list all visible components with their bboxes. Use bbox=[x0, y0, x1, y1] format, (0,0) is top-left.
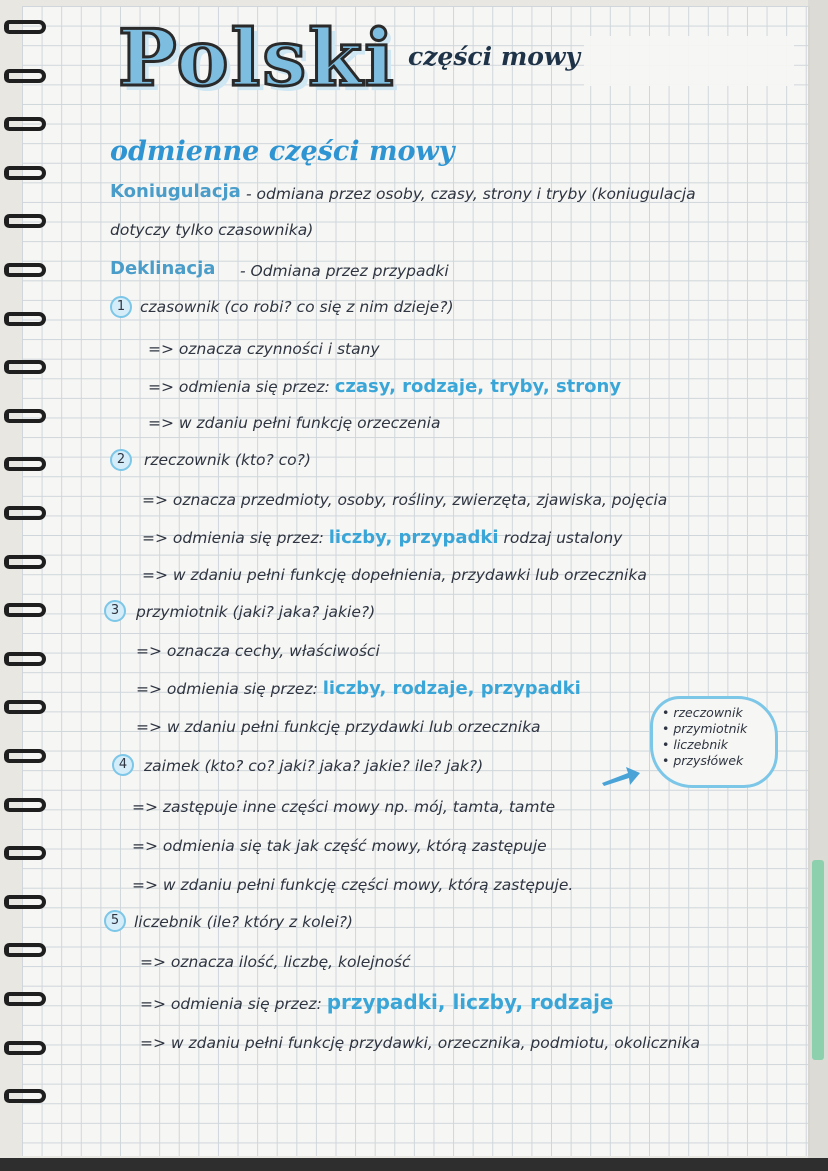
definition-text: - odmiana przez osoby, czasy, strony i tryby (koniugulacja bbox=[246, 185, 696, 203]
binding-ring bbox=[4, 943, 46, 957]
page-subtitle: części mowy bbox=[408, 42, 580, 71]
page-tab-marker bbox=[812, 860, 824, 1060]
item-heading: czasownik (co robi? co się z nim dzieje?) bbox=[140, 298, 454, 316]
page-title: Polski bbox=[118, 13, 396, 104]
binding-ring bbox=[4, 214, 46, 228]
binding-ring bbox=[4, 1041, 46, 1055]
binding-ring bbox=[4, 603, 46, 617]
definition-text: dotyczy tylko czasownika) bbox=[110, 221, 314, 239]
highlight-text: czasy, rodzaje, tryby, strony bbox=[334, 376, 622, 397]
item-line: => odmienia się przez: czasy, rodzaje, tryby, strony bbox=[148, 376, 622, 397]
item-line: => w zdaniu pełni funkcję przydawki, orzecznika, podmiotu, okolicznika bbox=[140, 1034, 701, 1052]
item-line: => odmienia się przez: liczby, przypadki rodzaj ustalony bbox=[142, 527, 623, 548]
item-heading: przymiotnik (jaki? jaka? jakie?) bbox=[136, 603, 376, 621]
cloud-list-item: • przysłówek bbox=[662, 753, 744, 768]
binding-ring bbox=[4, 360, 46, 374]
binding-ring bbox=[4, 846, 46, 860]
item-line: => w zdaniu pełni funkcję części mowy, którą zastępuje. bbox=[132, 876, 574, 894]
item-line: => odmienia się przez: liczby, rodzaje, przypadki bbox=[136, 678, 581, 699]
binding-ring bbox=[4, 798, 46, 812]
item-line: => oznacza cechy, właściwości bbox=[136, 642, 380, 660]
cloud-list-item: • rzeczownik bbox=[662, 705, 743, 720]
item-number-badge: 1 bbox=[110, 296, 132, 318]
cloud-list-item: • liczebnik bbox=[662, 737, 728, 752]
page-edge-bottom bbox=[0, 1158, 828, 1171]
binding-ring bbox=[4, 555, 46, 569]
item-line: => zastępuje inne części mowy np. mój, tamta, tamte bbox=[132, 798, 556, 816]
item-heading: rzeczownik (kto? co?) bbox=[144, 451, 311, 469]
highlight-text: liczby, rodzaje, przypadki bbox=[322, 678, 581, 699]
item-line: => odmienia się tak jak część mowy, którą zastępuje bbox=[132, 837, 547, 855]
binding-ring bbox=[4, 312, 46, 326]
item-line: => odmienia się przez: przypadki, liczby, rodzaje bbox=[140, 990, 614, 1014]
cloud-list-item: • przymiotnik bbox=[662, 721, 748, 736]
binding-ring bbox=[4, 1089, 46, 1103]
item-number-badge: 3 bbox=[104, 600, 126, 622]
redaction-patch bbox=[584, 36, 794, 86]
item-line: => w zdaniu pełni funkcję dopełnienia, przydawki lub orzecznika bbox=[142, 566, 647, 584]
cloud-list bbox=[662, 705, 747, 769]
binding-ring bbox=[4, 166, 46, 180]
binding-ring bbox=[4, 117, 46, 131]
arrow-icon bbox=[600, 765, 642, 787]
item-number-badge: 5 bbox=[104, 910, 126, 932]
highlight-text: przypadki, liczby, rodzaje bbox=[326, 990, 614, 1014]
binding-ring bbox=[4, 457, 46, 471]
binding-ring bbox=[4, 69, 46, 83]
binding-ring bbox=[4, 20, 46, 34]
definition-term: Deklinacja bbox=[110, 258, 216, 279]
binding-ring bbox=[4, 895, 46, 909]
item-line: => oznacza czynności i stany bbox=[148, 340, 380, 358]
binding-ring bbox=[4, 992, 46, 1006]
item-line: => oznacza przedmioty, osoby, rośliny, zwierzęta, zjawiska, pojęcia bbox=[142, 491, 668, 509]
item-heading: liczebnik (ile? który z kolei?) bbox=[134, 913, 353, 931]
definition-text: - Odmiana przez przypadki bbox=[240, 262, 449, 280]
item-line: => oznacza ilość, liczbę, kolejność bbox=[140, 953, 411, 971]
highlight-text: liczby, przypadki bbox=[328, 527, 499, 548]
binding-ring bbox=[4, 749, 46, 763]
binding-ring bbox=[4, 263, 46, 277]
spiral-binding bbox=[0, 20, 60, 1140]
item-number-badge: 2 bbox=[110, 449, 132, 471]
item-number-badge: 4 bbox=[112, 754, 134, 776]
binding-ring bbox=[4, 506, 46, 520]
section-title: odmienne części mowy bbox=[110, 136, 455, 167]
header bbox=[118, 14, 396, 104]
item-line: => w zdaniu pełni funkcję przydawki lub orzecznika bbox=[136, 718, 541, 736]
item-line: => w zdaniu pełni funkcję orzeczenia bbox=[148, 414, 441, 432]
definition-term: Koniugulacja bbox=[110, 181, 241, 202]
item-heading: zaimek (kto? co? jaki? jaka? jakie? ile? jak?) bbox=[144, 757, 484, 775]
binding-ring bbox=[4, 409, 46, 423]
binding-ring bbox=[4, 652, 46, 666]
binding-ring bbox=[4, 700, 46, 714]
